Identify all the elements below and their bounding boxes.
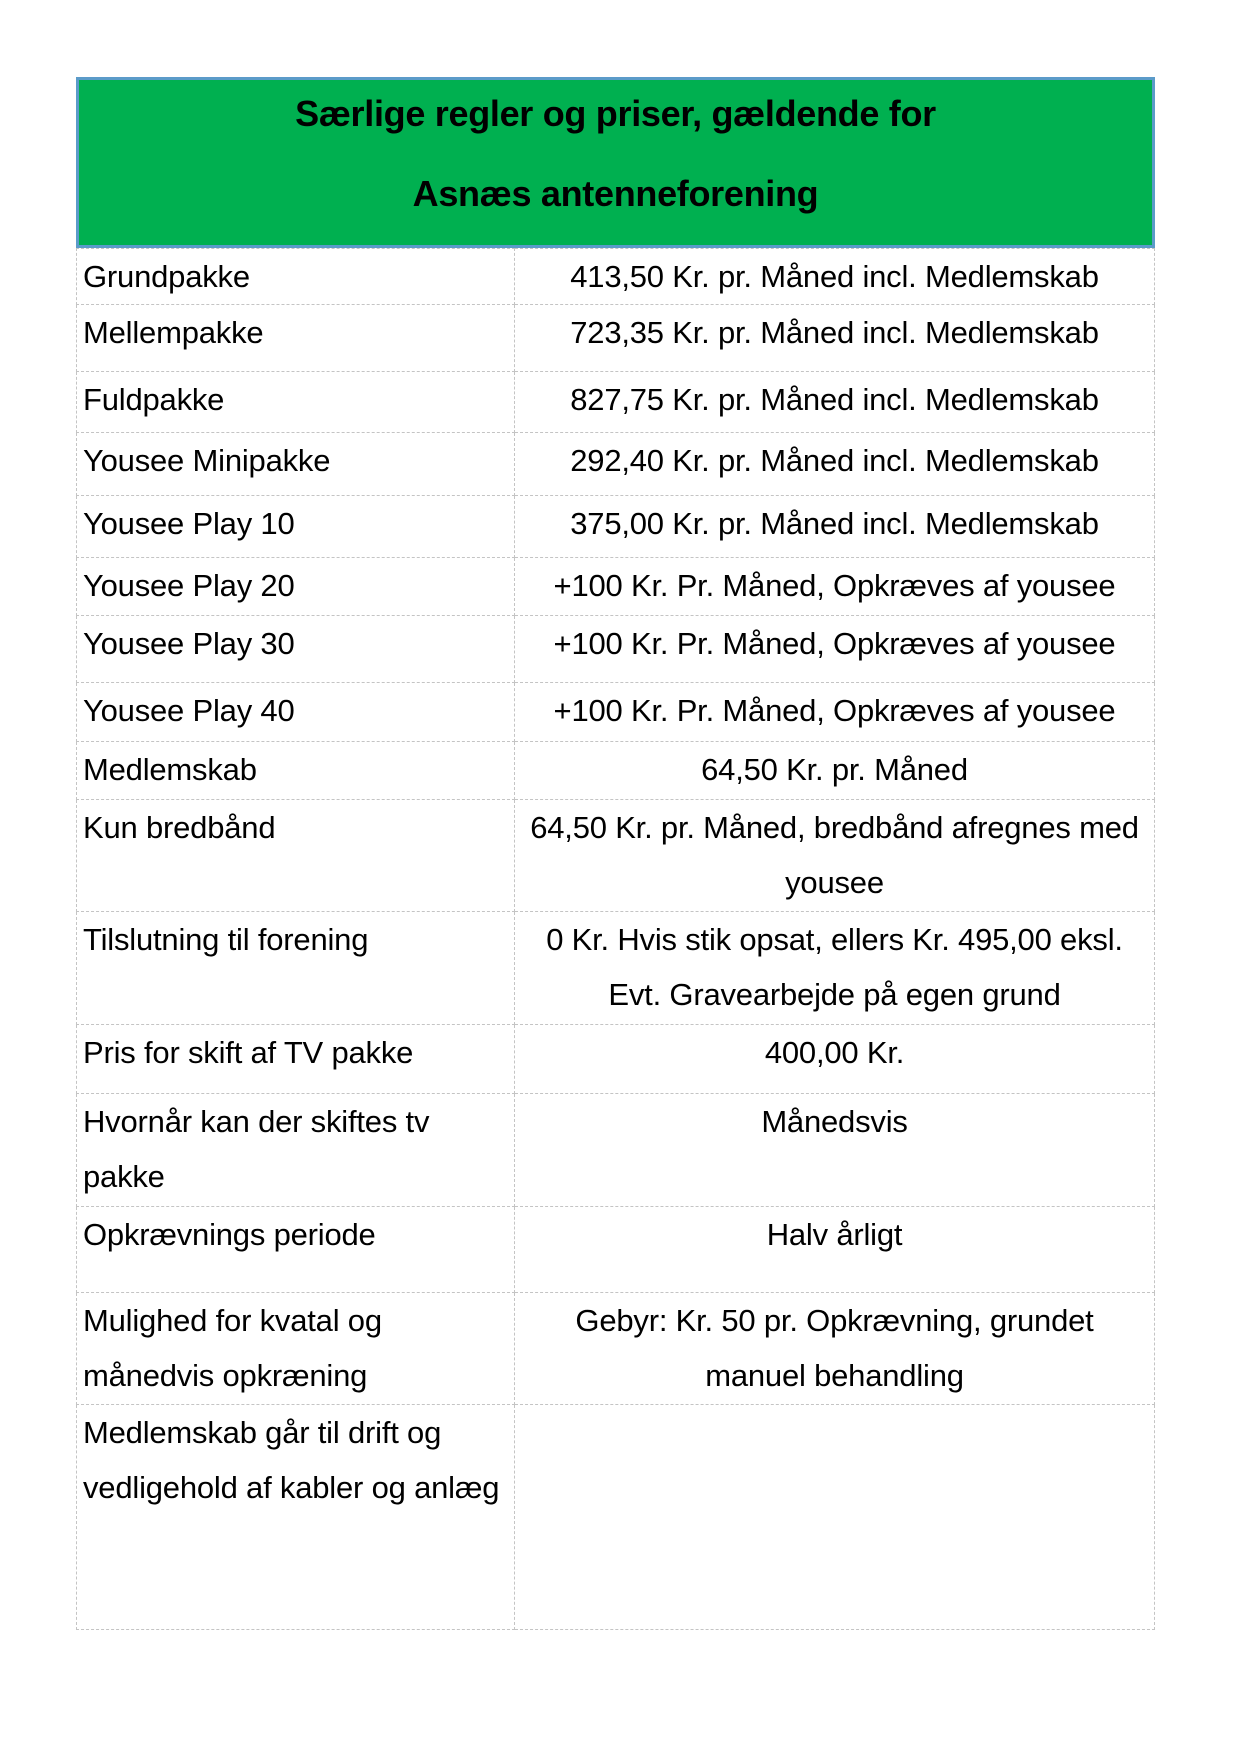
row-value <box>515 1405 1155 1630</box>
row-value: 375,00 Kr. pr. Måned incl. Medlemskab <box>515 496 1155 558</box>
title-line-1: Særlige regler og priser, gældende for <box>295 93 936 134</box>
table-row <box>77 496 1155 558</box>
table-row <box>77 800 1155 912</box>
row-label: Yousee Play 20 <box>77 558 515 616</box>
table-row <box>77 372 1155 433</box>
row-label: Yousee Minipakke <box>77 433 515 496</box>
table-row <box>77 1207 1155 1293</box>
table-row <box>77 1293 1155 1405</box>
row-label: Mellempakke <box>77 305 515 372</box>
row-value: Halv årligt <box>515 1207 1155 1293</box>
table-row <box>77 742 1155 800</box>
title-banner <box>76 77 1155 248</box>
table-row <box>77 1094 1155 1207</box>
row-label: Fuldpakke <box>77 372 515 433</box>
price-table <box>76 248 1155 1630</box>
row-value: +100 Kr. Pr. Måned, Opkræves af yousee <box>515 683 1155 742</box>
row-label: Opkrævnings periode <box>77 1207 515 1293</box>
row-value: 413,50 Kr. pr. Måned incl. Medlemskab <box>515 249 1155 305</box>
row-value: 0 Kr. Hvis stik opsat, ellers Kr. 495,00 eksl. Evt. Gravearbejde på egen grund <box>515 912 1155 1025</box>
row-label: Mulighed for kvatal og månedvis opkræning <box>77 1293 515 1405</box>
table-row <box>77 912 1155 1025</box>
row-label: Yousee Play 10 <box>77 496 515 558</box>
row-label: Yousee Play 40 <box>77 683 515 742</box>
table-row <box>77 1405 1155 1630</box>
row-label: Grundpakke <box>77 249 515 305</box>
title-line-2: Asnæs antenneforening <box>412 173 819 214</box>
row-value: 64,50 Kr. pr. Måned, bredbånd afregnes med yousee <box>515 800 1155 912</box>
table-row <box>77 1025 1155 1094</box>
table-row <box>77 616 1155 683</box>
row-label: Hvornår kan der skiftes tv pakke <box>77 1094 515 1207</box>
row-label: Kun bredbånd <box>77 800 515 912</box>
row-value: 400,00 Kr. <box>515 1025 1155 1094</box>
table-row <box>77 683 1155 742</box>
row-value: Månedsvis <box>515 1094 1155 1207</box>
row-value: Gebyr: Kr. 50 pr. Opkrævning, grundet manuel behandling <box>515 1293 1155 1405</box>
row-value: 64,50 Kr. pr. Måned <box>515 742 1155 800</box>
table-row <box>77 249 1155 305</box>
row-value: +100 Kr. Pr. Måned, Opkræves af yousee <box>515 558 1155 616</box>
table-row <box>77 433 1155 496</box>
row-label: Pris for skift af TV pakke <box>77 1025 515 1094</box>
row-value: 827,75 Kr. pr. Måned incl. Medlemskab <box>515 372 1155 433</box>
table-row <box>77 558 1155 616</box>
row-value: 723,35 Kr. pr. Måned incl. Medlemskab <box>515 305 1155 372</box>
row-label: Medlemskab <box>77 742 515 800</box>
document-page <box>76 77 1155 1630</box>
row-label: Yousee Play 30 <box>77 616 515 683</box>
row-label: Tilslutning til forening <box>77 912 515 1025</box>
row-value: 292,40 Kr. pr. Måned incl. Medlemskab <box>515 433 1155 496</box>
row-label: Medlemskab går til drift og vedligehold af kabler og anlæg <box>77 1405 515 1630</box>
row-value: +100 Kr. Pr. Måned, Opkræves af yousee <box>515 616 1155 683</box>
table-row <box>77 305 1155 372</box>
